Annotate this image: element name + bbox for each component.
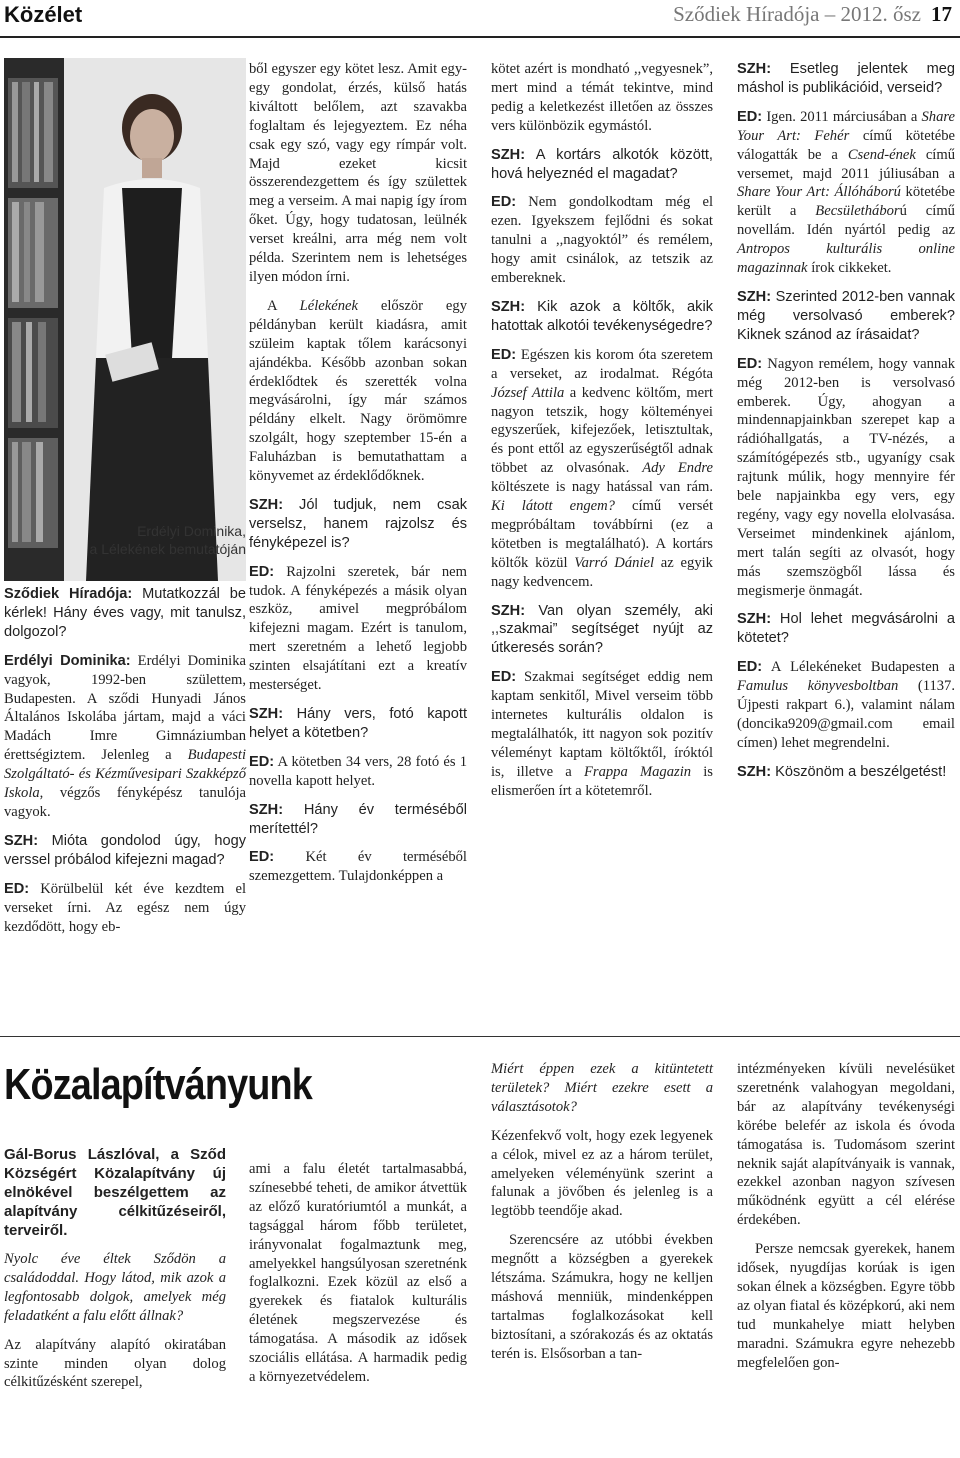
answer-text: című versét megpróbáltam továbbírni (ez a kötetben is megtalálható). A kortárs költők közül (491, 498, 713, 571)
speaker-label: ED: (249, 849, 275, 866)
interview-question (4, 585, 246, 642)
speaker-label: ED: (737, 659, 763, 676)
magazine-name: Antropos kulturális online magazinnak (737, 241, 955, 277)
answer-text: Igen. 2011 márciusában a (762, 108, 922, 125)
speaker-label: SZH: (737, 61, 772, 77)
interview-answer: ből egyszer egy kötet lesz. Amit egy-egy gondolat, érzés, külső hatás kiváltott belőlem, azt szavakba foglaltam és lejegyeztem. Ez néha csak egy szó, vagy egy rímpár volt. Majd ezeket kicsit összerendezgettem és így születtek meg a verseim. A mai napig így írom őket. Úgy, hogy tudatosan, leülnék verset kreálni, arra még nem volt példa. Szerintem nem is lehetséges ilyen módon írni. (249, 61, 467, 285)
answer-text: Szakmai segítséget eddig nem kaptam senkitől, Mivel verseim több internetes kulturális oldalon is megtalálhatók, itt nagyon sok pozitív véleményt kaptam költőktől, íróktól is, illetve a (491, 669, 713, 780)
portrait-photo-graphic (4, 58, 246, 581)
page-number: 17 (931, 2, 952, 26)
speaker-label: SZH: (737, 763, 772, 780)
answer-text: A (267, 297, 300, 314)
speaker-label: SZH: (249, 801, 284, 818)
interview-answer (249, 297, 467, 486)
article-column-2 (249, 1160, 467, 1397)
interview-question (491, 602, 713, 659)
answer-text: Nem gondolkodtam még el ezen. Igyekszem fejlődni és sokat tanulni a ,,nagyoktól” és remélem, hogy amit csinálok, az tetszik az embereknek. (491, 194, 713, 287)
publication-info (673, 2, 952, 27)
interview-question (737, 763, 955, 782)
speaker-label: SZH: (249, 706, 284, 722)
interview-answer (4, 652, 246, 822)
interview-question (491, 298, 713, 336)
interview-column-4 (737, 60, 955, 792)
photo-caption (4, 522, 246, 558)
article-column-3 (491, 1060, 713, 1374)
answer-text: A kötetben 34 vers, 28 fotó és 1 novella kapott helyet. (249, 753, 467, 789)
book-title: Lélekének (299, 297, 358, 314)
answer-text: Erdélyi Dominika vagyok, 1992-ben születtem, Budapesten. A sződi Hunyadi János Általános Iskolába jártam, majd a váci Madách Imre Gimnáziumban érettségiztem. Jelenleg a (4, 652, 246, 764)
answer-text: először egy példányban került kiadásra, amit szüleim kaptak tőlem karácsonyi ajándékba. Később azonban sokan érdeklődtek és szerették volna megvásárolni, így már számos példány elkelt. Nagy örömömre szolgált, hogy szeptember 15-én a Faluházban is bemutathattam a könyvemet az érdeklődőknek. (249, 297, 467, 485)
speaker-label: SZH: (4, 832, 39, 849)
page-header (0, 0, 960, 38)
story-title: Becsülethábor (815, 203, 900, 220)
article-question: Nyolc éve éltek Sződön a családoddal. Hogy látod, mik azok a legfontosabb dolgok, amelyek még feladatként a falu előtt állnak? (4, 1251, 226, 1324)
poem-title: Ki látott engem? (491, 498, 615, 515)
question-text: A kortárs alkotók között, hová helyeznéd el magadat? (491, 146, 713, 182)
photo-caption-line: Erdélyi Dominika, (137, 523, 246, 539)
article-column-4 (737, 1060, 955, 1383)
question-text: Mutatkozzál be kérlek! Hány éves vagy, mit tanulsz, dolgozol? (4, 586, 246, 640)
speaker-label: ED: (249, 753, 275, 770)
answer-text: Rajzolni szeretek, bár nem tudok. A fényképezés a másik olyan eszköz, amivel megpróbálom kifejezni magam. Ezért is tanulom, mert szeretném a lehető legjobb szinten elsajátítani ezt a kreatív mesterséget. (249, 563, 467, 694)
speaker-label: ED: (4, 880, 30, 897)
answer-text: a kedvenc költőm, mert nagyon tetszik, hogy költeményei egyszerűek, kifejezőek, letisztultak, és pont ettől az egyszerűségtől adnak többet az olvasónak. (491, 384, 713, 477)
speaker-label: ED: (491, 346, 517, 363)
photo-caption-line: a Lélekének bemutatóján (89, 541, 246, 557)
speaker-label: ED: (249, 563, 275, 580)
article-question: Miért éppen ezek a kitüntetett területek? Miért ezekre esett a választásotok? (491, 1061, 713, 1115)
interview-column-1 (4, 585, 246, 946)
interview-column-2 (249, 60, 467, 896)
question-text: Esetleg jelentek meg máshol is publikációid, verseid? (737, 61, 955, 96)
article-answer: intézményeken kívüli nevelésüket szeretnénk valahogyan megoldani, bár az alapítvány tevékenységi körébe belefér az iskola és óvoda támogatása is. Tudomásom szerint neknik saját alapítványaik is vannak, ezekkel azonban nagyon szívesen működnénk együtt a cél elérése érdekében. (737, 1061, 955, 1229)
article-answer: ami a falu életét tartalmasabbá, színesebbé teheti, de amikor átvettük az előző kuratóriumtól a munkát, a tagsággal három főbb területet, irányvonalat fogalmaztunk meg, amelyekkel hangsúlyosan szeretnénk foglalkozni. Ezek közül az első a gyerekek és fiatalok kulturális életének megszervezése és támogatása. A második az idősek szociális ellátása. A harmadik pedig a környezetvédelem. (249, 1161, 467, 1385)
answer-text: Két év terméséből szemezgettem. Tulajdonképpen a (249, 849, 467, 885)
question-text: Hol lehet megvásárolni a kötetet? (737, 611, 955, 647)
book-title: Share Your Art: Állóháború (737, 184, 901, 201)
question-text: Hány év terméséből merítettél? (249, 801, 467, 837)
interview-answer (737, 355, 955, 601)
article-title: Közalapítványunk (4, 1060, 312, 1109)
answer-text: is elismerően írt a kötetemről. (491, 763, 713, 799)
answer-text: Egészen kis korom óta szeretem a verseket, az irodalmat. Régóta (491, 346, 713, 382)
answer-text: írok cikkeket. (807, 260, 892, 277)
bookstore-name: Famulus könyvesboltban (737, 678, 899, 695)
answer-text: ú című novellám. Idén nyártól pedig az (737, 203, 955, 239)
interview-answer (491, 193, 713, 288)
article-answer: Kézenfekvő volt, hogy ezek legyenek a célok, mivel ez az a három terület, amelyeken véleményünk szerint a falunak a jövőben és jelenleg is a legtöbb teendője akad. (491, 1127, 713, 1220)
speaker-label: SZH: (737, 288, 772, 305)
question-text: Hány vers, fotó kapott helyet a kötetben? (249, 706, 467, 741)
speaker-label: SZH: (737, 611, 772, 628)
section-title: Közélet (4, 2, 83, 27)
poet-name: Varró Dániel (574, 554, 655, 571)
question-text: Mióta gondolod úgy, hogy verssel próbálod kifejezni magad? (4, 832, 246, 868)
speaker-label: ED: (737, 108, 763, 125)
book-title: Share Your Art: Fehér (737, 108, 955, 144)
magazine-name: Frappa Magazin (583, 763, 692, 780)
poem-title: Csend-ének (847, 146, 916, 163)
interview-answer (491, 346, 713, 592)
interview-column-3 (491, 60, 713, 811)
answer-text: , végzős fényképész tanulója vagyok. (4, 785, 246, 820)
section-divider (0, 1036, 960, 1037)
speaker-label: SZH: (249, 496, 284, 513)
article-lead: Gál-Borus Lászlóval, a Sződ Községért Közalapítvány új elnökével beszélgettem az alapítvány célkitűzéseiről, terveiről. (4, 1146, 226, 1239)
answer-text: kötetébe került a (737, 184, 955, 220)
answer-text: az egyik nagy kedvencem. (491, 554, 713, 590)
portrait-photo (4, 58, 246, 581)
question-text: Köszönöm a beszélgetést! (771, 763, 947, 780)
interview-question (737, 610, 955, 648)
answer-text: című kötetébe válogatták be a (737, 127, 955, 163)
article-answer: Persze nemcsak gyerekek, hanem idősek, nyugdíjas korúak is igen sokan élnek a községben. Egyre több az olyan fiatal és középkorú, aki nem tud munkahelye miatt helyben maradni. Számukra egyre nehezebb megfelelően gon- (737, 1241, 955, 1371)
speaker-label: Erdélyi Dominika: (4, 652, 131, 669)
article-answer: Az alapítvány alapító okiratában szinte minden olyan dolog célkitűzésként szerepel, (4, 1336, 226, 1391)
school-name: Budapesti Szolgáltató- és Kézművesipari Szakképző Iskola (4, 747, 246, 802)
speaker-label: SZH: (491, 298, 526, 315)
interview-answer (4, 880, 246, 937)
poet-name: Ady Endre (642, 460, 713, 477)
answer-text: költészete is nagy hatással van rám. (491, 479, 713, 496)
article-answer: Szerencsére az utóbbi években megnőtt a községben a gyerekek létszáma. Számukra, hogy ne kelljen máshová menniük, mindenképpen tartalmas foglalkozásokat kell biztosítani, a szórakozás és az oktatás terén is. Elsősorban a tan- (491, 1232, 713, 1362)
speaker-label: ED: (737, 355, 763, 372)
interview-answer: kötet azért is mondható ,,vegyesnek”, mert mind a témát tekintve, mind pedig a keletkezést illetően az összes vers különbözik egymástól. (491, 61, 713, 134)
speaker-label: Sződiek Híradója: (4, 586, 133, 602)
question-text: Van olyan személy, aki ,,szakmai” segítséget nyújt az útkeresés során? (491, 602, 713, 657)
interview-question (491, 146, 713, 184)
speaker-label: SZH: (491, 146, 526, 163)
answer-text: A Lélekéneket Budapesten a (762, 659, 955, 676)
interview-question (737, 288, 955, 345)
poet-name: József Attila (491, 384, 565, 401)
interview-answer (737, 108, 955, 278)
speaker-label: SZH: (491, 602, 526, 619)
question-text: Szerinted 2012-ben vannak még versolvasó emberek? Kiknek szánod az írásaidat? (737, 288, 955, 343)
answer-text: Nagyon remélem, hogy vannak még 2012-ben is versolvasó emberek. Úgy, ahogyan a mindennapjainkban szerepet kap a rádióhallgatás, a TV-nézés, a számítógépezés stb., ugyanígy csak rajtunk múlik, hogy mennyire fér bele napjainkba egy vers, egy regény, vagy egy novella elolvasása. Verseimet mindenkinek ajánlom, mert talán segíti az olvasót, hogy más szemszögből lássa és megismerje önmagát. (737, 355, 955, 599)
interview-answer (249, 753, 467, 791)
interview-question (249, 801, 467, 839)
interview-answer (249, 563, 467, 695)
answer-text: (1137. Újpesti rakpart 6.), valamint nálam (doncika9209@gmail.com email címen) lehet megrendelni. (737, 678, 955, 751)
question-text: Jól tudjuk, nem csak verselsz, hanem rajzolsz és fényképezel is? (249, 496, 467, 551)
interview-answer (491, 668, 713, 800)
article-column-1 (4, 1145, 226, 1402)
speaker-label: ED: (491, 669, 517, 686)
answer-text: című versemet, majd 2011 júliusában a (737, 146, 955, 182)
question-text: Kik azok a költők, akik hatottak alkotói tevékenységedre? (491, 298, 713, 334)
interview-question (4, 832, 246, 870)
interview-answer (249, 848, 467, 886)
speaker-label: ED: (491, 194, 517, 211)
answer-text: Körülbelül két éve kezdtem el verseket írni. Az egész nem úgy kezdődött, hogy eb- (4, 880, 246, 935)
interview-question (737, 60, 955, 98)
interview-question (249, 496, 467, 553)
interview-answer (737, 658, 955, 753)
publication-name: Sződiek Híradója – 2012. ősz (673, 2, 921, 26)
interview-question (249, 705, 467, 743)
